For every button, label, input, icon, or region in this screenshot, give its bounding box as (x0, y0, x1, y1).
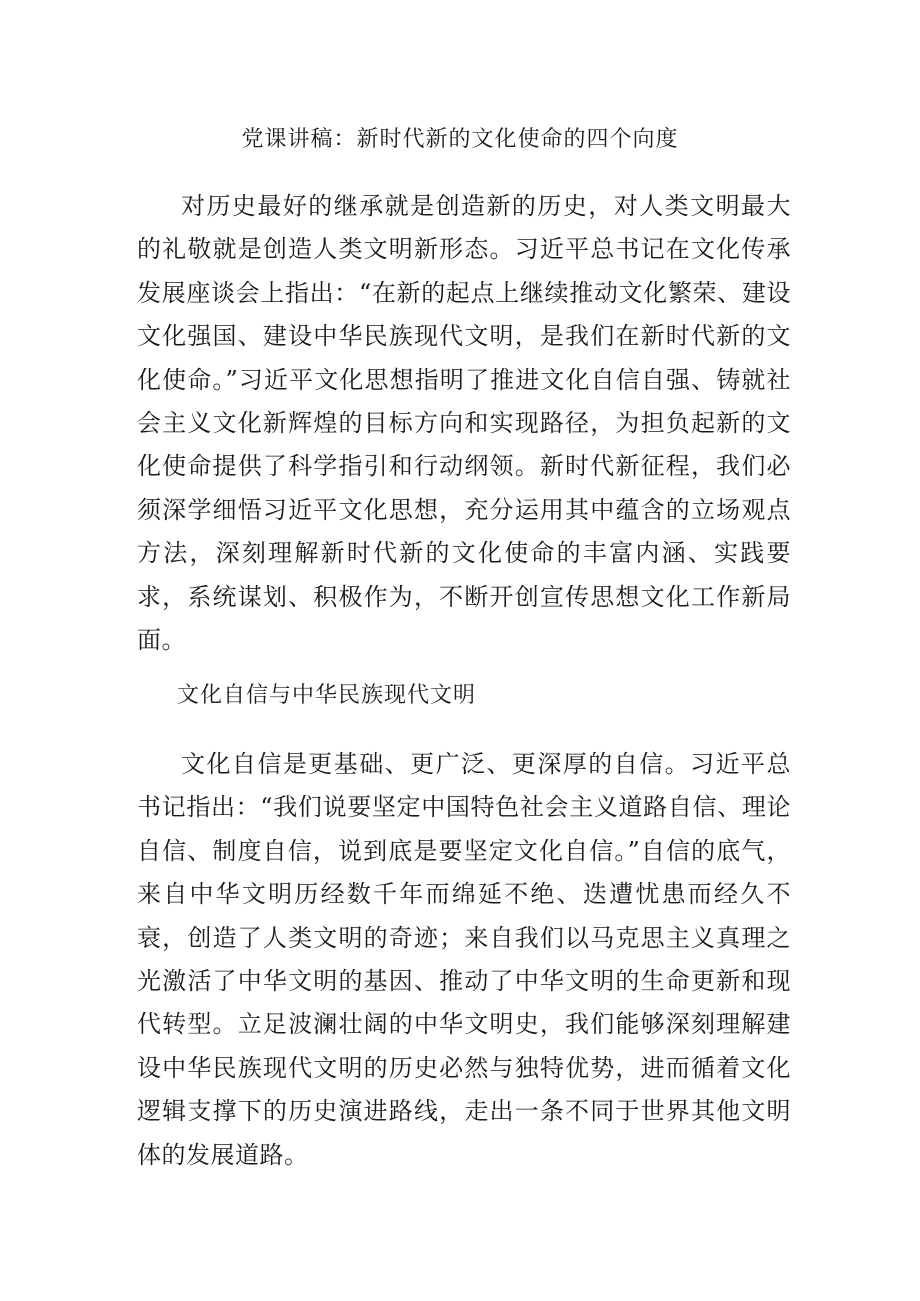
document-title: 党课讲稿：新时代新的文化使命的四个向度 (241, 127, 679, 152)
intro-paragraph: 对历史最好的继承就是创造新的历史，对人类文明最大的礼敬就是创造人类文明新形态。习近平总书记在文化传承发展座谈会上指出：“在新的起点上继续推动文化繁荣、建设文化强国、建设中华民族现代文明，是我们在新时代新的文化使命。”习近平文化思想指明了推进文化自信自强、铸就社会主义文化新辉煌的目标方向和实现路径，为担负起新的文化使命提供了科学指引和行动纲领。新时代新征程，我们必须深学细悟习近平文化思想，充分运用其中蕴含的立场观点方法，深刻理解新时代新的文化使命的丰富内涵、实践要求，系统谋划、积极作为，不断开创宣传思想文化工作新局面。 (137, 192, 791, 655)
section-heading: 文化自信与中华民族现代文明 (177, 683, 477, 708)
section-paragraph: 文化自信是更基础、更广泛、更深厚的自信。习近平总书记指出：“我们说要坚定中国特色社会主义道路自信、理论自信、制度自信，说到底是要坚定文化自信。”自信的底气，来自中华文明历经数千年而绵延不绝、迭遭忧患而经久不衰，创造了人类文明的奇迹；来自我们以马克思主义真理之光激活了中华文明的基因、推动了中华文明的生命更新和现代转型。立足波澜壮阔的中华文明史，我们能够深刻理解建设中华民族现代文明的历史必然与独特优势，进而循着文化逻辑支撑下的历史演进路线，走出一条不同于世界其他文明体的发展道路。 (137, 750, 791, 1169)
